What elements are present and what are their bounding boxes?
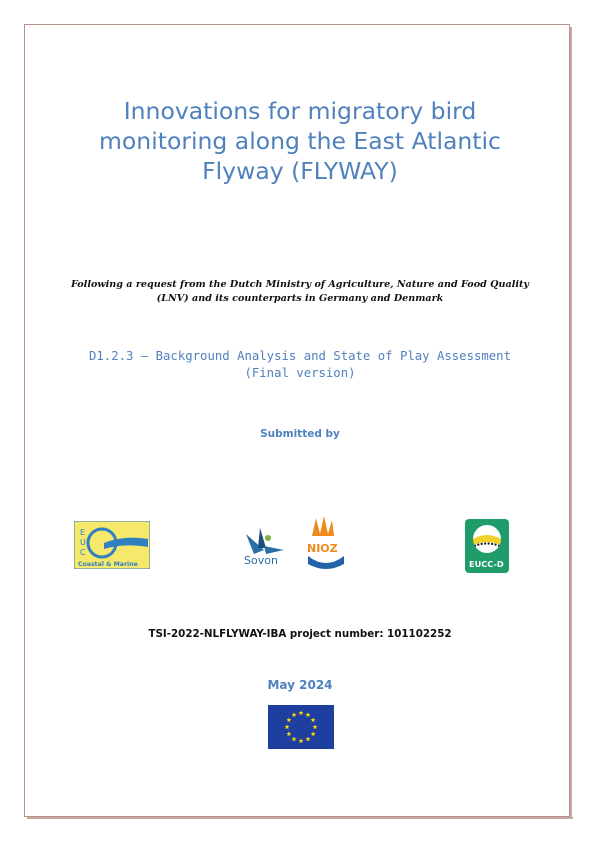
nioz-text: NIOZ <box>307 542 338 555</box>
svg-text:E: E <box>80 528 86 537</box>
sovon-logo <box>240 524 294 568</box>
request-line-1: Following a request from the Dutch Ministry of Agriculture, Nature and Food Quality <box>71 279 529 290</box>
deliverable-line-2: (Final version) <box>244 366 356 380</box>
title-line-2: monitoring along the East Atlantic <box>99 127 501 155</box>
request-line-2: (LNV) and its counterparts in Germany and Denmark <box>156 293 444 304</box>
sovon-text: Sovon <box>244 554 278 567</box>
document-title <box>40 96 560 186</box>
publication-date: May 2024 <box>267 678 333 692</box>
eucc-d-logo <box>465 519 509 573</box>
svg-text:U: U <box>80 538 86 547</box>
eucc-coastal-marine-logo <box>74 521 150 569</box>
request-statement <box>40 278 560 306</box>
nioz-logo <box>304 514 348 572</box>
euccd-text: EUCC-D <box>469 559 504 569</box>
project-number: TSI-2022-NLFLYWAY-IBA project number: 101102252 <box>148 628 452 640</box>
svg-text:C: C <box>80 548 86 557</box>
submitted-by-label: Submitted by <box>260 428 340 440</box>
title-line-3: Flyway (FLYWAY) <box>202 157 398 185</box>
deliverable-line-1: D1.2.3 – Background Analysis and State of Play Assessment <box>89 349 511 363</box>
deliverable-title <box>40 348 560 382</box>
title-line-1: Innovations for migratory bird <box>123 97 477 125</box>
eucc-caption: Coastal & Marine <box>78 561 138 568</box>
eu-flag-icon <box>268 705 334 749</box>
